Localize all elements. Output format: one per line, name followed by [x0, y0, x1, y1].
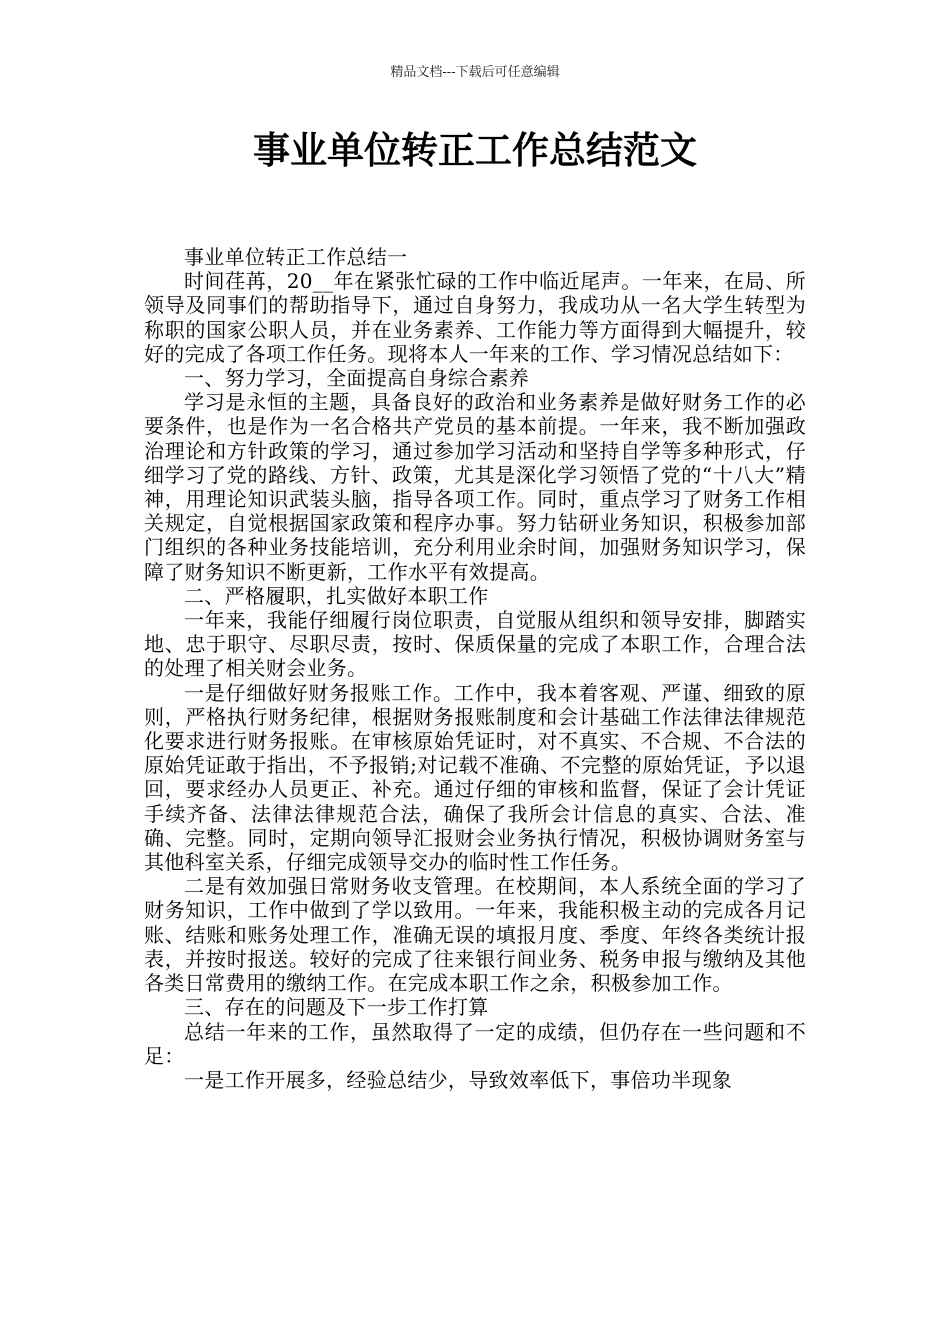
paragraph-reimbursement: 一是仔细做好财务报账工作。工作中，我本着客观、严谨、细致的原则，严格执行财务纪律，根据财务报账制度和会计基础工作法律法律规范化要求进行财务报账。在审核原始凭证时，对不真实、不合规、不合法的原始凭证敢于指出，不予报销;对记载不准确、不完整的原始凭证，予以退回，要求经办人员更正、补充。通过仔细的审核和监督，保证了会计凭证手续齐备、法律法律规范合法，确保了我所会计信息的真实、合法、准确、完整。同时，定期向领导汇报财会业务执行情况，积极协调财务室与其他科室关系，仔细完成领导交办的临时性工作任务。 [144, 680, 806, 875]
section-heading-1: 一、努力学习，全面提高自身综合素养 [184, 366, 530, 391]
page-header: 精品文档---下载后可任意编辑 [390, 65, 560, 80]
paragraph-study: 学习是永恒的主题，具备良好的政治和业务素养是做好财务工作的必要条件，也是作为一名合格共产党员的基本前提。一年来，我不断加强政治理论和方针政策的学习，通过参加学习活动和坚持自学等多种形式，仔细学习了党的路线、方针、政策，尤其是深化学习领悟了党的“十八大”精神，用理论知识武装头脑，指导各项工作。同时，重点学习了财务工作相关规定，自觉根据国家政策和程序办事。努力钻研业务知识，积极参加部门组织的各种业务技能培训，充分利用业余时间，加强财务知识学习，保障了财务知识不断更新，工作水平有效提高。 [144, 390, 806, 584]
paragraph-issue-1: 一是工作开展多，经验总结少，导致效率低下，事倍功半现象 [184, 1067, 733, 1092]
document-body [144, 245, 806, 1092]
paragraph-intro: 时间荏苒，20__年在紧张忙碌的工作中临近尾声。一年来，在局、所领导及同事们的帮助指导下，通过自身努力，我成功从一名大学生转型为称职的国家公职人员，并在业务素养、工作能力等方面得到大幅提升，较好的完成了各项工作任务。现将本人一年来的工作、学习情况总结如下： [144, 269, 806, 366]
section-heading-3: 三、存在的问题及下一步工作打算 [184, 995, 489, 1020]
paragraph-duties: 一年来，我能仔细履行岗位职责，自觉服从组织和领导安排，脚踏实地、忠于职守、尽职尽责，按时、保质保量的完成了本职工作，合理合法的处理了相关财会业务。 [144, 608, 806, 681]
section-heading-2: 二、严格履职，扎实做好本职工作 [184, 583, 489, 608]
document-title: 事业单位转正工作总结范文 [253, 129, 697, 172]
paragraph-subtitle: 事业单位转正工作总结一 [184, 245, 408, 269]
paragraph-summary: 总结一年来的工作，虽然取得了一定的成绩，但仍存在一些问题和不足： [144, 1019, 806, 1068]
paragraph-finance-management: 二是有效加强日常财务收支管理。在校期间，本人系统全面的学习了财务知识，工作中做到了学以致用。一年来，我能积极主动的完成各月记账、结账和账务处理工作，准确无误的填报月度、季度、年终各类统计报表，并按时报送。较好的完成了往来银行间业务、税务申报与缴纳及其他各类日常费用的缴纳工作。在完成本职工作之余，积极参加工作。 [144, 874, 806, 996]
